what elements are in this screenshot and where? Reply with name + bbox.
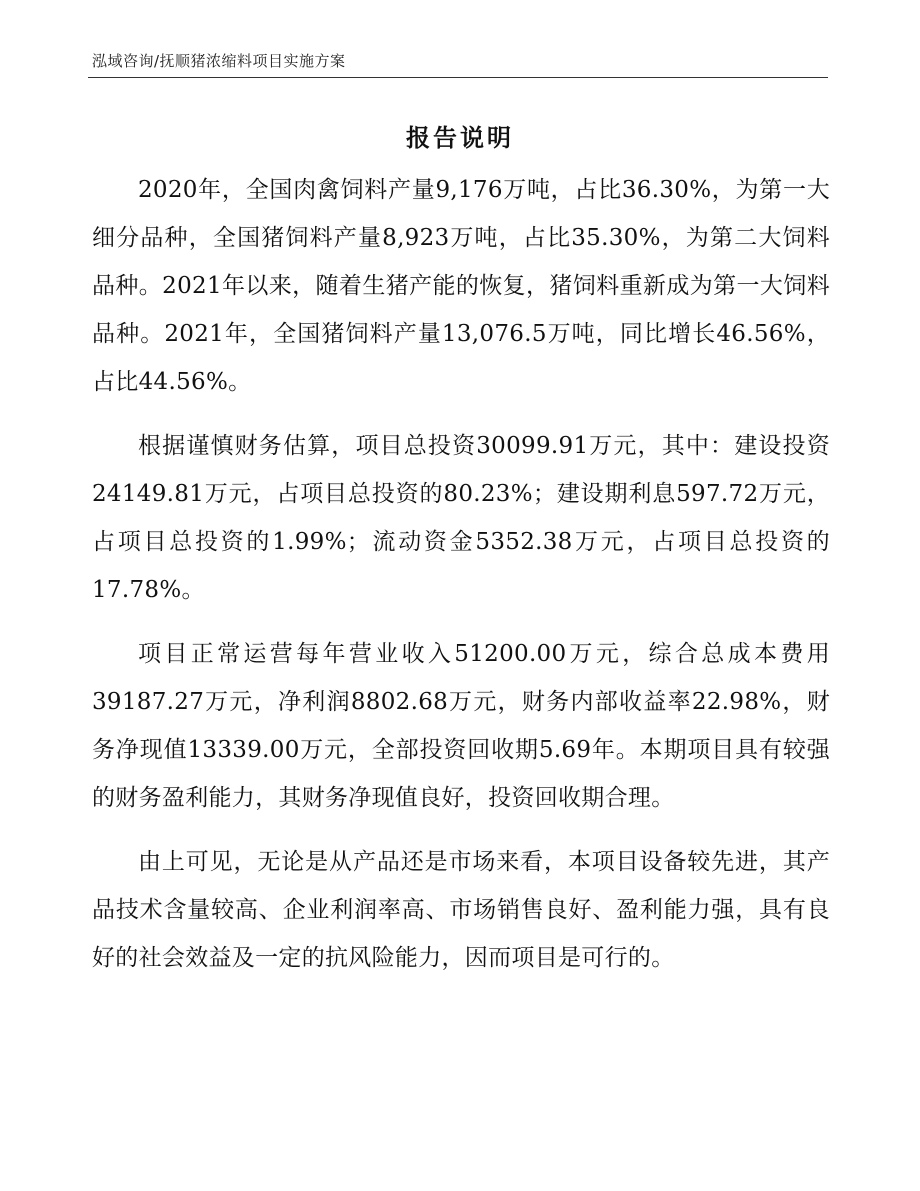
page-title: 报告说明	[406, 124, 514, 152]
report-body	[92, 166, 830, 998]
running-header: 泓域咨询/抚顺猪浓缩料项目实施方案	[92, 52, 346, 70]
paragraph-investment: 根据谨慎财务估算，项目总投资30099.91万元，其中：建设投资24149.81万元，占项目总投资的80.23%；建设期利息597.72万元，占项目总投资的1.99%；流动资金5352.38万元，占项目总投资的17.78%。	[92, 433, 830, 603]
paragraph-feed-output: 2020年，全国肉禽饲料产量9,176万吨，占比36.30%，为第一大细分品种，全国猪饲料产量8,923万吨，占比35.30%，为第二大饲料品种。2021年以来，随着生猪产能的恢复，猪饲料重新成为第一大饲料品种。2021年，全国猪饲料产量13,076.5万吨，同比增长46.56%，占比44.56%。	[92, 177, 830, 395]
paragraph-conclusion: 由上可见，无论是从产品还是市场来看，本项目设备较先进，其产品技术含量较高、企业利润率高、市场销售良好、盈利能力强，具有良好的社会效益及一定的抗风险能力，因而项目是可行的。	[92, 849, 830, 971]
paragraph-financials: 项目正常运营每年营业收入51200.00万元，综合总成本费用39187.27万元，净利润8802.68万元，财务内部收益率22.98%，财务净现值13339.00万元，全部投资回收期5.69年。本期项目具有较强的财务盈利能力，其财务净现值良好，投资回收期合理。	[92, 641, 830, 811]
header-divider	[88, 77, 828, 78]
